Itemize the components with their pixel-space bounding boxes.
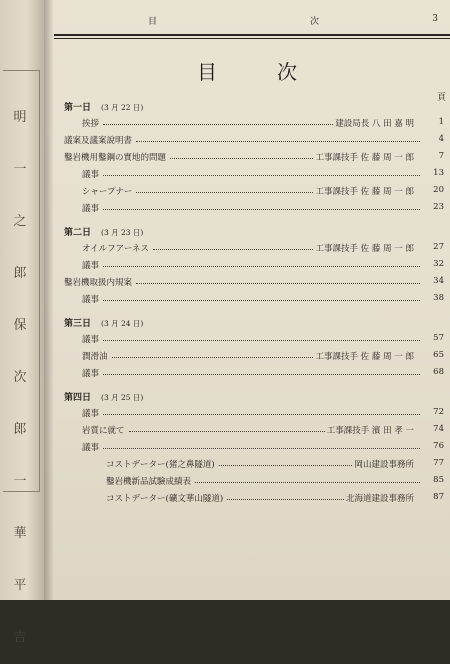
toc-entry-page: 85 [433, 475, 444, 485]
toc-entry-author: 北海道建設事務所 [345, 494, 414, 504]
leader-dots [227, 499, 344, 500]
toc-entry[interactable] [64, 168, 444, 182]
toc-entry-author: 岡山建設事務所 [354, 460, 414, 470]
toc-entry[interactable] [64, 293, 444, 307]
toc-entry-page: 38 [433, 293, 444, 303]
toc-entry-title: 議事 [82, 170, 100, 180]
toc-entry-title: 鑿岩機取扱内規案 [64, 278, 133, 288]
toc-entry-title: 鑿岩機新品試驗成績表 [106, 477, 192, 487]
leader-dots [136, 283, 420, 284]
left-page-char: 郎 [13, 422, 27, 437]
toc-entry[interactable] [64, 202, 444, 216]
toc-entry-title: 鑿岩機用鑿鋼の實地的問題 [64, 153, 167, 163]
toc-entry-page: 76 [433, 441, 444, 451]
toc-entry-author: 工事課技手 佐 藤 周 一 郎 [315, 244, 414, 254]
left-page-text [10, 92, 30, 664]
page-title: 目次 [197, 60, 357, 84]
toc-entry-title: コストデーター(猪之鼻隧道) [106, 460, 215, 470]
toc-entry-author: 工事課技手 佐 藤 周 一 郎 [315, 187, 414, 197]
toc-entry-title: 議事 [82, 335, 100, 345]
toc-entry-page: 74 [433, 424, 444, 434]
header-rule-thin [54, 38, 450, 39]
page-column-heading: 頁 [436, 93, 446, 103]
leader-dots [103, 300, 420, 301]
toc-entry-page: 87 [433, 492, 444, 502]
toc-entry[interactable] [64, 350, 444, 364]
day-label: 第一日 [64, 103, 92, 113]
leader-dots [103, 209, 420, 210]
leader-dots [129, 431, 325, 432]
toc-entry-title: コストデーター(礦文華山隧道) [106, 494, 224, 504]
day-heading [64, 225, 444, 239]
toc-entry-author: 建設局長 八 田 嘉 明 [335, 119, 414, 129]
leader-dots [103, 340, 420, 341]
running-head-left: 目 [148, 17, 158, 27]
toc-entry-page: 20 [433, 185, 444, 195]
header-rule [54, 34, 450, 36]
day-heading [64, 316, 444, 330]
toc-entry[interactable] [64, 458, 444, 472]
toc-entry-title: 議事 [82, 369, 100, 379]
day-date: (3 月 22 日) [101, 103, 144, 112]
toc-entry[interactable] [64, 492, 444, 506]
toc-entry-page: 7 [438, 151, 444, 161]
leader-dots [103, 414, 420, 415]
day-heading [64, 390, 444, 404]
toc-entry-page: 13 [433, 168, 444, 178]
day-label: 第四日 [64, 393, 92, 403]
toc-entry[interactable] [64, 333, 444, 347]
toc-entry[interactable] [64, 151, 444, 165]
toc-entry-author: 工事課技手 濱 田 孝 一 [326, 426, 414, 436]
toc-entry-page: 23 [433, 202, 444, 212]
leader-dots [103, 374, 420, 375]
spine-shadow [44, 0, 54, 600]
toc-entry-page: 32 [433, 259, 444, 269]
left-page-char: 保 [13, 318, 27, 333]
leader-dots [103, 448, 420, 449]
left-page-char: 郎 [13, 266, 27, 281]
toc-entry[interactable] [64, 367, 444, 381]
toc-entry-title: 挨拶 [82, 119, 100, 129]
toc-entry-page: 65 [433, 350, 444, 360]
toc-entry-title: 議事 [82, 443, 100, 453]
leader-dots [103, 266, 420, 267]
toc-entry[interactable] [64, 134, 444, 148]
day-label: 第二日 [64, 228, 92, 238]
leader-dots [219, 465, 352, 466]
left-page-char: 一 [13, 474, 27, 489]
toc-entry-title: 議事 [82, 295, 100, 305]
toc-entry[interactable] [64, 441, 444, 455]
toc-entry[interactable] [64, 407, 444, 421]
left-page-char: 明 [13, 110, 27, 125]
leader-dots [103, 124, 333, 125]
leader-dots [103, 175, 420, 176]
day-date: (3 月 24 日) [101, 319, 144, 328]
leader-dots [136, 192, 313, 193]
toc-entry[interactable] [64, 259, 444, 273]
toc-entry-author: 工事課技手 佐 藤 周 一 郎 [315, 153, 414, 163]
toc-entry[interactable] [64, 424, 444, 438]
toc-entry-page: 77 [433, 458, 444, 468]
leader-dots [195, 482, 420, 483]
toc-entry[interactable] [64, 185, 444, 199]
toc-entry[interactable] [64, 276, 444, 290]
left-page-char: 華 [13, 526, 27, 541]
running-head [58, 14, 442, 28]
left-page-char: 平 [13, 578, 27, 593]
toc-entry[interactable] [64, 475, 444, 489]
toc-entry-title: 議事 [82, 409, 100, 419]
day-heading [64, 100, 444, 114]
leader-dots [112, 357, 313, 358]
toc-entry-title: シャープナー [82, 187, 133, 197]
left-page-char: 吉 [13, 630, 27, 645]
toc-page [44, 0, 450, 600]
toc-entry-author: 工事課技手 佐 藤 周 一 郎 [315, 352, 414, 362]
day-date: (3 月 25 日) [101, 393, 144, 402]
left-page-char: 一 [13, 162, 27, 177]
toc-entry[interactable] [64, 242, 444, 256]
leader-dots [170, 158, 313, 159]
toc-entry-page: 57 [433, 333, 444, 343]
toc-entry-title: オイルフアーネス [82, 244, 149, 254]
toc-entry-page: 34 [433, 276, 444, 286]
left-page-char: 次 [13, 370, 27, 385]
leader-dots [153, 249, 313, 250]
leader-dots [136, 141, 420, 142]
toc-entry-page: 27 [433, 242, 444, 252]
toc-entry-page: 4 [438, 134, 444, 144]
toc-entry-title: 議事 [82, 204, 100, 214]
toc-entry-page: 68 [433, 367, 444, 377]
toc-entry-page: 1 [438, 117, 444, 127]
day-label: 第三日 [64, 319, 92, 329]
day-date: (3 月 23 日) [101, 228, 144, 237]
running-head-mid: 次 [310, 17, 320, 27]
toc-entry-page: 72 [433, 407, 444, 417]
toc-entry-title: 議案及議案說明書 [64, 136, 133, 146]
toc-entry-title: 議事 [82, 261, 100, 271]
page-number: 3 [432, 14, 438, 24]
left-page-char: 之 [13, 214, 27, 229]
toc-entry[interactable] [64, 117, 444, 131]
toc-entry-title: 岩質に就て [82, 426, 125, 436]
toc-entry-title: 潤滑油 [82, 352, 108, 362]
left-page-edge [0, 0, 44, 645]
